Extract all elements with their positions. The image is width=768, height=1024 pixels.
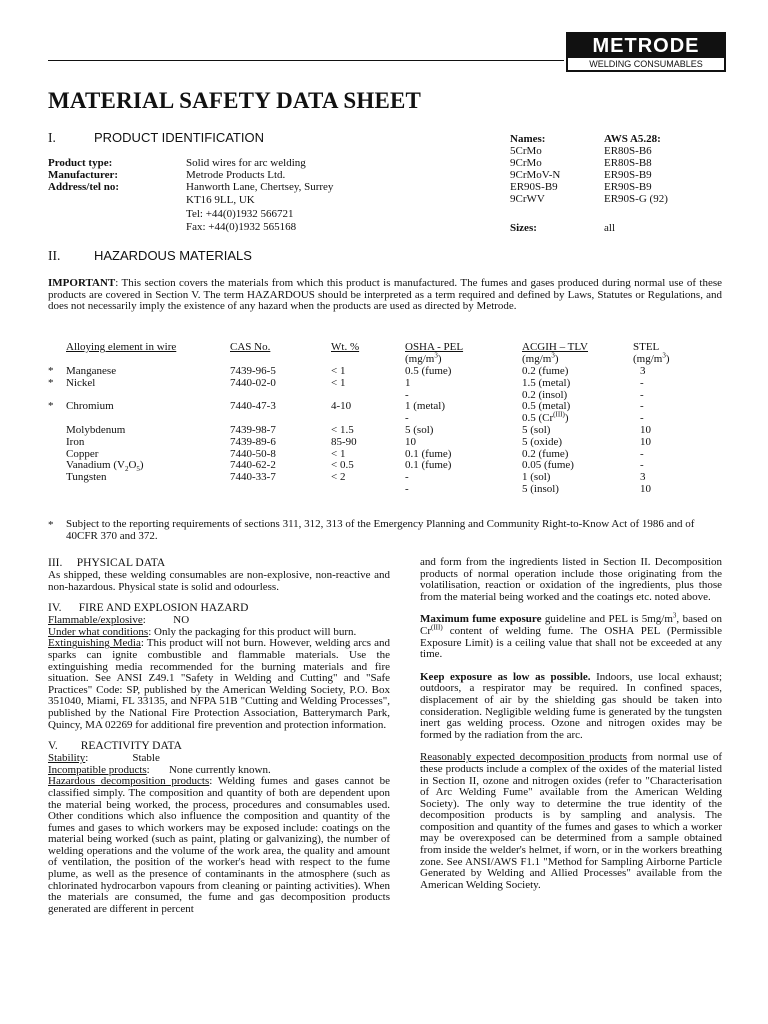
flammable-line: Flammable/explosive: NO <box>48 614 190 627</box>
sizes-label: Sizes: <box>510 222 537 234</box>
product-type-label: Product type: <box>48 157 113 169</box>
metrode-logo <box>566 32 726 72</box>
table-cell-element <box>66 448 98 460</box>
aws-classification: ER90S-G (92) <box>604 193 668 205</box>
table-cell-cas-text: 7440-50-8 <box>230 447 276 460</box>
table-cell-stel <box>640 471 646 483</box>
table-cell-element <box>66 471 107 483</box>
table-cell-wt-text: < 1 <box>331 365 346 377</box>
unit-stel-sup: 3 <box>662 351 666 360</box>
table-cell-cas-text: 7440-62-2 <box>230 459 276 472</box>
max-fume-sup2: (III) <box>431 623 443 632</box>
table-cell-osha-text: - <box>405 471 409 484</box>
table-cell-stel-text: - <box>640 459 644 472</box>
table-cell-element <box>66 377 95 389</box>
unit-acgih-text: (mg/m <box>522 353 552 365</box>
unit-osha-close: ) <box>437 353 442 365</box>
table-cell-element <box>66 436 84 448</box>
table-cell-stel-text: 3 <box>640 471 646 484</box>
table-cell-acgih-text: 0.2 (fume) <box>522 365 569 377</box>
table-cell-star-text: * <box>48 365 54 377</box>
media-label: Extinguishing Media <box>48 637 141 650</box>
table-cell-stel <box>640 459 644 471</box>
aws-classification: ER90S-B9 <box>604 181 652 193</box>
table-cell-stel <box>640 412 644 424</box>
table-cell-wt-text: < 2 <box>331 471 346 484</box>
table-cell-acgih-text: 1 (sol) <box>522 471 551 484</box>
table-cell-osha <box>405 400 445 412</box>
table-cell-acgih <box>522 377 570 389</box>
table-cell-acgih-text: 5 (insol) <box>522 483 559 495</box>
table-cell-stel-text: - <box>640 376 644 389</box>
v-close: ) <box>139 459 144 472</box>
section3-text: As shipped, these welding consumables are non-explosive, non-reactive and non-hazardous. Physical state is solid and odourless. <box>48 569 390 593</box>
table-cell-osha-text: 1 <box>405 376 411 389</box>
keep-exposure-label: Keep exposure as low as possible. <box>420 670 591 683</box>
table-cell-star-text: * <box>48 376 54 389</box>
table-cell-element <box>66 365 116 377</box>
unit-osha-text: (mg/m <box>405 353 435 365</box>
table-cell-osha-text: 1 (metal) <box>405 400 446 413</box>
table-cell-osha <box>405 389 409 401</box>
table-cell-element-text: Chromium <box>66 400 114 413</box>
table-cell-stel-text: - <box>640 412 644 425</box>
table-cell-wt <box>331 459 354 471</box>
table-cell-cas-text: 7439-98-7 <box>230 424 276 436</box>
table-cell-acgih <box>522 424 550 436</box>
decomposition-label: Hazardous decomposition products <box>48 775 210 788</box>
table-cell-element <box>66 424 125 436</box>
table-cell-stel <box>640 424 651 436</box>
table-cell-cas <box>230 448 276 460</box>
unit-osha-sup: 3 <box>434 351 438 360</box>
table-cell-cas <box>230 377 276 389</box>
table-cell-star <box>48 365 54 377</box>
keep-exposure-text: Indoors, use local exhaust; outdoors, a respirator may be required. In confined spaces, displacement of air by the shielding gas should be taken into consideration. Negligible welding fume is generated by the tungsten inert gas welding process. Ozone and nitrogen oxides may be formed by the radiation from the arc. <box>420 670 722 741</box>
section2-title: HAZARDOUS MATERIALS <box>94 248 252 263</box>
table-cell-cas-text: 7440-47-3 <box>230 400 276 413</box>
table-cell-wt <box>331 448 345 460</box>
header-rule <box>48 60 564 61</box>
col-header-acgih: ACGIH – TLV <box>522 341 589 353</box>
table-cell-stel <box>640 448 644 460</box>
table-cell-wt <box>331 377 345 389</box>
table-cell-wt-text: < 0.5 <box>331 459 354 472</box>
table-cell-stel-text: - <box>640 388 644 401</box>
table-cell-osha <box>405 412 409 424</box>
table-cell-element-text: Tungsten <box>66 471 107 484</box>
decomposition-text: : Welding fumes and gases cannot be classified simply. The composition and quantity of both are dependent upon the material being worked, the process, procedures and consumables used. Other conditions which also influence the composition and quantity of the fumes and gases to which workers may be exposed include: coatings on the material being worked (such as paint, plating or galvanizing), the number of welding operations and the volume of the work area, the quality and amount of ventilation, the position of the worker's head with respect to the fume plume, as well as the presence of contaminants in the atmosphere (such as chlorinated hydrocarbon vapours from cleaning or painting activities). When the materials are consumed, the fume and gas decomposition products generated are different in percent <box>48 775 390 915</box>
table-cell-osha <box>405 471 409 483</box>
unit-acgih-sup: 3 <box>551 351 555 360</box>
table-cell-cas <box>230 459 276 471</box>
table-cell-osha-text: - <box>405 388 409 401</box>
table-cell-wt <box>331 424 354 436</box>
table-cell-star-text: * <box>48 400 54 413</box>
footnote-star: * <box>48 519 54 531</box>
max-fume-text-b: , based on Cr <box>420 613 723 637</box>
address-label: Address/tel no: <box>48 181 119 193</box>
table-cell-osha-text: - <box>405 412 409 425</box>
product-name: 9CrMoV-N <box>510 169 561 181</box>
expected-products-text: from normal use of these products include a complex of the oxides of the material listed in Section II, ozone and nitrogen oxides (refer to "Characterisation of Arc Welding Fume" available from the American Welding Society). The only way to determine the true identity of the decomposition products is by sampling and analysis. The composition and quantity of the fumes and gases to which a worker may be overexposed can be determined from a sample obtained from inside the welder's helmet, if worn, or in the workers breathing zone. See ANSI/AWS F1.1 "Method for Sampling Airborne Particle Generated by Welding and Allied Processes" available from the American Welding Society. <box>420 751 722 891</box>
decomposition-paragraph <box>48 776 390 915</box>
table-cell-cas-text: 7439-96-5 <box>230 365 276 377</box>
table-cell-wt <box>331 400 351 412</box>
table-cell-acgih <box>522 412 569 424</box>
table-cell-osha <box>405 436 416 448</box>
manufacturer-value: Metrode Products Ltd. <box>186 169 286 181</box>
table-cell-osha <box>405 377 411 389</box>
table-cell-cas-text: 7440-02-0 <box>230 376 276 389</box>
incompatible-line: Incompatible products: None currently known. <box>48 763 271 776</box>
section5-number: V. <box>48 740 58 753</box>
table-cell-acgih-text: 5 (sol) <box>522 424 551 436</box>
conditions-text: : Only the packaging for this product will burn. <box>148 625 357 638</box>
v-sub-2: 2 <box>124 465 129 474</box>
telephone: Tel: +44(0)1932 566721 <box>186 208 294 220</box>
stability-value: Stable <box>132 752 160 765</box>
unit-stel-text: (mg/m <box>633 353 663 365</box>
table-cell-stel-text: - <box>640 447 644 460</box>
table-cell-osha <box>405 483 409 495</box>
table-cell-acgih <box>522 389 567 401</box>
table-cell-element-text: Manganese <box>66 365 117 377</box>
logo-brand: METRODE <box>568 34 724 58</box>
section3-title: PHYSICAL DATA <box>76 557 166 569</box>
table-cell-osha-text: 10 <box>405 435 416 448</box>
stability-label: Stability <box>48 752 86 765</box>
table-cell-osha <box>405 424 433 436</box>
fax: Fax: +44(0)1932 565168 <box>186 221 297 233</box>
col-header-wt: Wt. % <box>331 341 360 353</box>
col-header-element: Alloying element in wire <box>66 341 177 353</box>
table-cell-acgih <box>522 436 562 448</box>
table-cell-cas <box>230 365 276 377</box>
table-cell-acgih <box>522 448 568 460</box>
table-cell-stel-text: 3 <box>640 365 646 377</box>
table-cell-star <box>48 377 54 389</box>
table-cell-cas <box>230 436 276 448</box>
table-cell-osha-text: 5 (sol) <box>405 424 434 436</box>
table-cell-element <box>66 400 114 412</box>
table-cell-element-text: Nickel <box>66 376 96 389</box>
section3-number: III. <box>48 557 63 569</box>
table-cell-osha-text: 0.5 (fume) <box>405 365 452 377</box>
table-cell-acgih <box>522 483 559 495</box>
table-cell-wt <box>331 365 345 377</box>
table-cell-wt-text: < 1 <box>331 447 346 460</box>
table-cell-osha <box>405 459 451 471</box>
cr-close: ) <box>564 412 569 425</box>
table-cell-wt-text: < 1.5 <box>331 424 354 436</box>
col-header-cas: CAS No. <box>230 341 271 353</box>
table-cell-wt-text: 85-90 <box>331 435 357 448</box>
right-column <box>420 557 722 891</box>
table-cell-cas <box>230 424 276 436</box>
stability-line: Stability: Stable <box>48 752 160 765</box>
product-name: ER90S-B9 <box>510 181 558 193</box>
section1-number: I. <box>48 130 56 145</box>
table-cell-stel <box>640 377 644 389</box>
footnote-text: Subject to the reporting requirements of sections 311, 312, 313 of the Emergency Planning and Community Right-to-Know Act of 1986 and of 40CFR 370 and 372. <box>66 518 695 542</box>
unit-stel-close: ) <box>665 353 670 365</box>
table-cell-acgih-text: 0.2 (fume) <box>522 447 569 460</box>
table-cell-stel <box>640 436 651 448</box>
product-name: 9CrWV <box>510 193 545 205</box>
unit-acgih-close: ) <box>554 353 559 365</box>
section4-title: FIRE AND EXPLOSION HAZARD <box>78 602 249 615</box>
table-cell-osha <box>405 365 451 377</box>
important-notice <box>48 278 722 313</box>
table-cell-osha-text: - <box>405 483 409 495</box>
media-paragraph <box>48 638 390 731</box>
table-cell-stel <box>640 483 651 495</box>
media-text: : This product will not burn. However, welding arcs and sparks can ignite combustible and flammable materials. Use the extinguishing media recommended for the burning materials and fire situation. See ANSI Z49.1 "Safety in Welding and Cutting" and "Safe Practices" Code: SP, published by the American Welding Society, P.O. Box 351040, Miami, FL 33135, and NFPA 51B "Cutting and Welding Processes", published by the National Fire Protection Association, Batterymarch Park, Quincy, MA 02269 for additional fire prevention and protection information. <box>48 637 390 731</box>
aws-classification: ER80S-B6 <box>604 145 652 157</box>
flammable-label: Flammable/explosive <box>48 614 143 627</box>
table-cell-wt <box>331 436 357 448</box>
cr-superscript: (III) <box>553 410 565 419</box>
right-paragraph-3 <box>420 672 722 742</box>
table-cell-acgih-text: 5 (oxide) <box>522 435 563 448</box>
col-header-stel: STEL <box>633 341 660 353</box>
logo-subtitle: WELDING CONSUMABLES <box>589 59 703 69</box>
right-paragraph-2 <box>420 611 723 661</box>
table-cell-acgih-text: 0.5 (metal) <box>522 400 571 413</box>
table-cell-acgih-text: 1.5 (metal) <box>522 376 571 389</box>
expected-products-label: Reasonably expected decomposition products <box>420 751 628 764</box>
address-line1: Hanworth Lane, Chertsey, Surrey <box>186 181 334 193</box>
table-cell-acgih-text: 0.05 (fume) <box>522 459 574 472</box>
table-cell-stel <box>640 365 646 377</box>
sizes-value: all <box>604 222 615 234</box>
table-cell-stel <box>640 400 644 412</box>
section5-title: REACTIVITY DATA <box>80 740 182 753</box>
v-sub-5: 5 <box>136 465 140 474</box>
aws-classification: ER80S-B8 <box>604 157 652 169</box>
names-label: Names: <box>510 133 546 145</box>
v-o: O <box>128 459 137 472</box>
table-cell-element-text: Vanadium (V <box>66 459 125 472</box>
table-cell-wt <box>331 471 345 483</box>
important-label: IMPORTANT <box>48 277 116 289</box>
unit-osha <box>405 353 442 365</box>
table-cell-element-text: Iron <box>66 435 85 448</box>
conditions-label: Under what conditions <box>48 625 149 638</box>
address-line2: KT16 9LL, UK <box>186 194 255 206</box>
table-cell-cas <box>230 400 276 412</box>
unit-stel <box>633 353 670 365</box>
aws-classification: ER90S-B9 <box>604 169 652 181</box>
aws-label: AWS A5.28: <box>604 133 661 145</box>
unit-acgih <box>522 353 559 365</box>
table-cell-stel <box>640 389 644 401</box>
table-cell-star <box>48 400 54 412</box>
flammable-value: NO <box>173 614 190 627</box>
table-cell-cas-text: 7440-33-7 <box>230 471 276 484</box>
max-fume-text-c: content of welding fume. The OSHA PEL (Permissible Exposure Limit) is a ceiling value that shall not be exceeded at any time. <box>420 624 722 661</box>
table-cell-acgih <box>522 471 550 483</box>
table-cell-acgih <box>522 365 568 377</box>
table-cell-stel-text: 10 <box>640 435 651 448</box>
table-cell-osha-text: 0.1 (fume) <box>405 459 452 472</box>
max-fume-text-a: guideline and PEL is 5mg/m <box>541 613 673 626</box>
table-cell-wt-text: 4-10 <box>331 400 352 413</box>
section4-number: IV. <box>48 602 62 615</box>
table-cell-element-text: Molybdenum <box>66 424 126 436</box>
right-paragraph-4 <box>420 752 722 891</box>
incompatible-value: None currently known. <box>168 763 271 776</box>
manufacturer-label: Manufacturer: <box>48 169 119 181</box>
table-cell-osha <box>405 448 451 460</box>
table-cell-acgih-text: 0.2 (insol) <box>522 388 568 401</box>
max-fume-sup: 3 <box>672 611 677 620</box>
col-header-osha: OSHA - PEL <box>405 341 464 353</box>
max-fume-label: Maximum fume exposure <box>420 613 542 626</box>
table-cell-stel-text: - <box>640 400 644 413</box>
left-column <box>48 557 390 915</box>
section1-title: PRODUCT IDENTIFICATION <box>94 130 264 145</box>
table-cell-cas <box>230 471 276 483</box>
table-cell-cas-text: 7439-89-6 <box>230 435 276 448</box>
product-name: 9CrMo <box>510 157 542 169</box>
table-cell-stel-text: 10 <box>640 483 651 495</box>
section2-number: II. <box>48 248 61 263</box>
table-cell-element-text: Copper <box>66 447 99 460</box>
table-cell-acgih <box>522 459 574 471</box>
incompatible-label: Incompatible products <box>48 763 147 776</box>
table-cell-stel-text: 10 <box>640 424 651 436</box>
table-cell-osha-text: 0.1 (fume) <box>405 447 452 460</box>
product-type-value: Solid wires for arc welding <box>186 157 306 169</box>
important-text: : This section covers the materials from which this product is manufactured. The fumes and gases produced during normal use of these products are covered in Section V. The term HAZARDOUS should be interpreted as a term required and defined by Laws, Statutes or Regulations, and does not necessarily imply the existence of any hazard when the products are used as directed by Metrode. <box>48 277 722 313</box>
product-name: 5CrMo <box>510 145 542 157</box>
table-cell-element <box>66 459 144 474</box>
table-cell-wt-text: < 1 <box>331 376 346 389</box>
page-title: MATERIAL SAFETY DATA SHEET <box>48 88 422 113</box>
table-cell-acgih-text: 0.5 (Cr <box>522 412 554 425</box>
right-paragraph-1: and form from the ingredients listed in Section II. Decomposition products of normal operation include those originating from the volatilisation, reaction or oxidation of the ingredients, plus those from the material being worked and the coatings etc. noted above. <box>420 556 722 603</box>
